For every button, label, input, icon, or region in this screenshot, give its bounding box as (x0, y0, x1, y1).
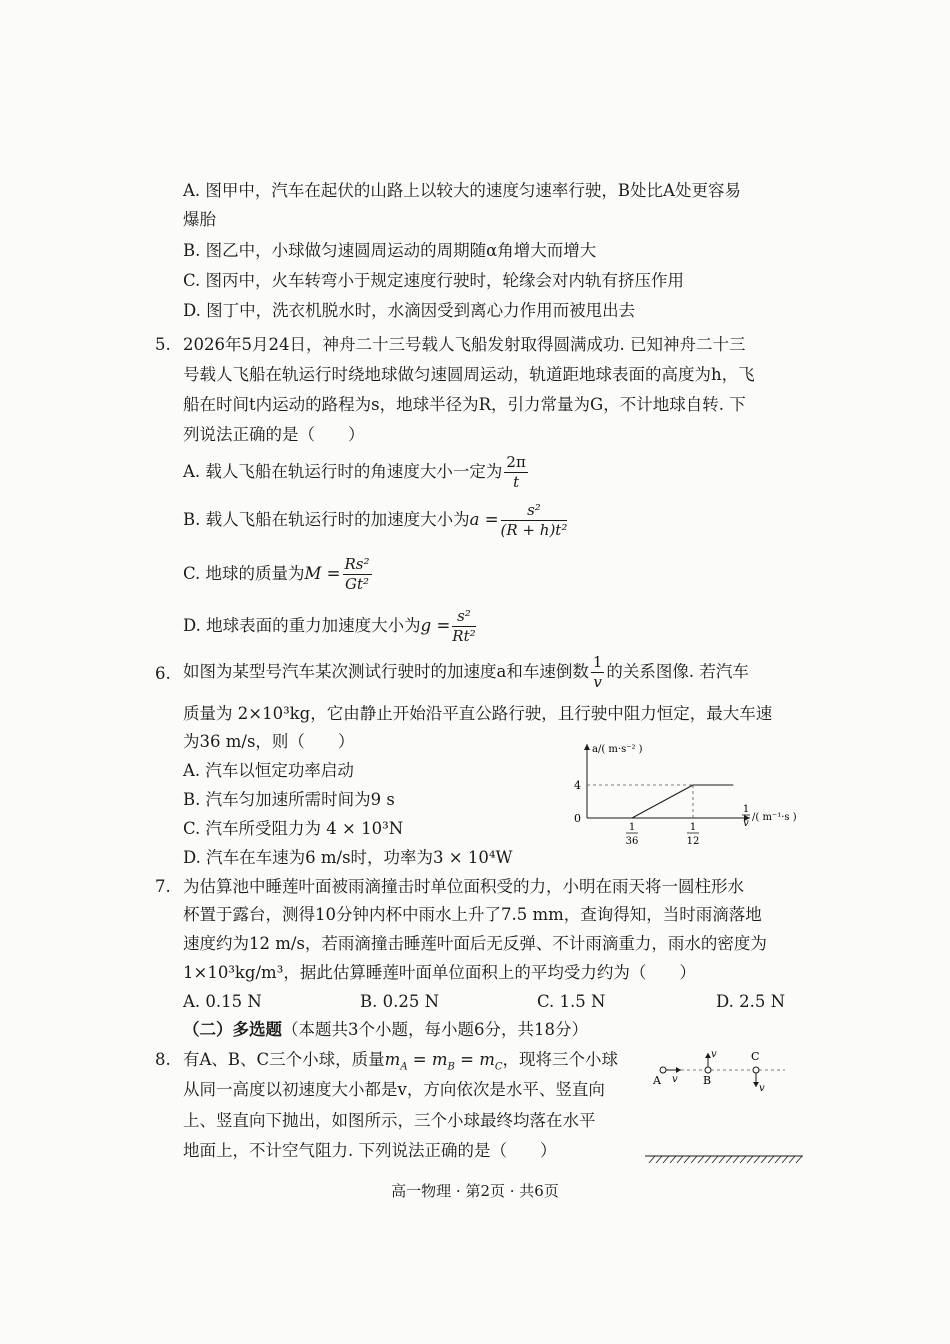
hatch-mark (775, 1156, 781, 1163)
hatch-mark (789, 1156, 795, 1163)
q6-number: 6. (155, 664, 171, 683)
ball-c-velocity-label: v (759, 1083, 765, 1094)
hatch-mark (719, 1156, 725, 1163)
q7-option-c[interactable]: C. 1.5 N (537, 992, 606, 1011)
q5-option-a-fraction (504, 455, 527, 490)
chart-series (587, 785, 733, 818)
hatch-mark (782, 1156, 788, 1163)
q5-option-a[interactable] (183, 452, 530, 492)
q6-stem-line3: 为36 m/s，则（ ） (183, 732, 355, 751)
hatch-mark (754, 1156, 760, 1163)
fraction-numerator: Rs² (344, 555, 370, 573)
q5-option-d[interactable] (183, 606, 478, 646)
q8-number: 8. (155, 1050, 171, 1069)
q5-option-c[interactable] (183, 554, 374, 594)
q5-option-d-lhs: g = (420, 616, 451, 635)
q4-option-c[interactable]: C. 图丙中，火车转弯小于规定速度行驶时，轮缘会对内轨有挤压作用 (183, 271, 685, 290)
q5-option-c-text: C. 地球的质量为 (183, 564, 305, 583)
y-tick-0: 0 (574, 812, 581, 825)
hatch-mark (747, 1156, 753, 1163)
series-segment-0 (632, 785, 693, 818)
q7-option-b[interactable]: B. 0.25 N (360, 992, 440, 1011)
hatch-mark (726, 1156, 732, 1163)
q6-stem-line1-end: 的关系图像. 若汽车 (606, 662, 749, 681)
q5-option-b[interactable] (183, 500, 569, 540)
svg-text:36: 36 (625, 836, 639, 847)
hatch-mark (670, 1156, 676, 1163)
q7-number: 7. (155, 877, 171, 896)
ball-a (660, 1067, 666, 1073)
q6-option-b[interactable]: B. 汽车匀加速所需时间为9 s (183, 790, 395, 809)
q7-option-d[interactable]: D. 2.5 N (716, 992, 786, 1011)
hatch-mark (684, 1156, 690, 1163)
y-axis-label: a/( m·s⁻² ) (592, 744, 643, 755)
fraction-denominator: Gt² (344, 575, 370, 593)
q6-option-a[interactable]: A. 汽车以恒定功率启动 (183, 761, 354, 780)
q5-stem-line3: 船在时间t内运动的路程为s，地球半径为R，引力常量为G，不计地球自转. 下 (183, 395, 746, 414)
q8-stem-line1-end: ，现将三个小球 (502, 1050, 619, 1069)
q5-option-b-text: B. 载人飞船在轨运行时的加速度大小为 (183, 510, 470, 529)
ball-b-label: B (703, 1074, 712, 1087)
y-tick-4: 4 (574, 779, 581, 792)
ball-b (705, 1067, 711, 1073)
ball-a-velocity-label: v (672, 1074, 678, 1085)
q6-option-c[interactable]: C. 汽车所受阻力为 4 × 10³N (183, 819, 404, 838)
svg-text:v: v (743, 818, 749, 829)
x-tick-1-36 (626, 822, 639, 847)
fraction-denominator: t (513, 473, 520, 491)
q7-stem-line4: 1×10³kg/m³，据此估算睡莲叶面单位面积上的平均受力约为（ ） (183, 963, 696, 982)
q4-option-b[interactable]: B. 图乙中，小球做匀速圆周运动的周期随α角增大而增大 (183, 241, 597, 260)
q8-stem-line2: 从同一高度以初速度大小都是v，方向依次是水平、竖直向 (183, 1080, 605, 1099)
hatch-mark (705, 1156, 711, 1163)
section-multiple-choice-heading (183, 1019, 588, 1041)
hatch-mark (698, 1156, 704, 1163)
q8-stem-line1-start: 有A、B、C三个小球，质量 (183, 1050, 385, 1069)
q5-option-d-text: D. 地球表面的重力加速度大小为 (183, 616, 421, 635)
ball-c (753, 1067, 759, 1073)
hatch-mark (656, 1156, 662, 1163)
section-description: （本题共3个小题，每小题6分，共18分） (282, 1020, 588, 1039)
q5-option-b-lhs: a = (469, 510, 499, 529)
q5-stem-line4: 列说法正确的是（ ） (183, 425, 365, 444)
q6-inverse-v-fraction (591, 655, 605, 690)
q5-stem-line1: 2026年5月24日，神舟二十三号载人飞船发射取得圆满成功. 已知神舟二十三 (183, 335, 746, 354)
ball-a-label: A (653, 1074, 661, 1087)
hatch-mark (691, 1156, 697, 1163)
x-axis-label (742, 804, 797, 829)
svg-text:1: 1 (628, 822, 636, 833)
q5-option-c-lhs: M = (304, 564, 341, 583)
q5-option-d-fraction (452, 609, 475, 644)
q5-stem-line2: 号载人飞船在轨运行时绕地球做匀速圆周运动，轨道距地球表面的高度为h，飞 (183, 365, 755, 384)
hatch-mark (768, 1156, 774, 1163)
x-tick-1-12 (687, 822, 700, 847)
fraction-denominator: (R + h)t² (500, 521, 568, 539)
fraction-denominator: Rt² (452, 627, 476, 645)
q5-option-a-text: A. 载人飞船在轨运行时的角速度大小一定为 (183, 462, 503, 481)
fraction-numerator: s² (452, 609, 475, 627)
svg-text:12: 12 (686, 836, 700, 847)
q8-stem-line1: 有A、B、C三个小球，质量$m_A = m_B = m_C$，现将三个小球 (183, 1050, 619, 1073)
svg-text:1: 1 (689, 822, 697, 833)
hatch-mark (712, 1156, 718, 1163)
q8-stem-line3: 上、竖直向下抛出，如图所示，三个小球最终均落在水平 (183, 1111, 596, 1130)
svg-text:1: 1 (742, 804, 750, 815)
q5-option-b-fraction (501, 503, 568, 538)
hatch-mark (663, 1156, 669, 1163)
hatch-mark (796, 1156, 802, 1163)
page-footer: 高一物理 · 第2页 · 共6页 (391, 1182, 559, 1200)
svg-text:/( m⁻¹·s ): /( m⁻¹·s ) (752, 812, 797, 823)
fraction-numerator: 2π (506, 453, 526, 471)
fraction-denominator: v (593, 673, 602, 691)
q6-stem-line1 (183, 652, 749, 692)
q5-option-c-fraction (343, 557, 372, 592)
q6-stem-line2: 质量为 2×10³kg，它由静止开始沿平直公路行驶，且行驶中阻力恒定，最大车速 (183, 704, 773, 723)
q7-option-a[interactable]: A. 0.15 N (183, 992, 262, 1011)
hatch-mark (733, 1156, 739, 1163)
fraction-numerator: 1 (592, 653, 603, 671)
q4-option-a-line1[interactable]: A. 图甲中，汽车在起伏的山路上以较大的速度匀速率行驶，B处比A处更容易 (183, 181, 741, 200)
q7-stem-line2: 杯置于露台，测得10分钟内杯中雨水上升了7.5 mm，查询得知，当时雨滴落地 (183, 905, 762, 924)
section-title: （二）多选题 (183, 1020, 282, 1039)
hatch-mark (677, 1156, 683, 1163)
ground-hatching (649, 1156, 802, 1163)
hatch-mark (740, 1156, 746, 1163)
q6-stem-line1-start: 如图为某型号汽车某次测试行驶时的加速度a和车速倒数 (183, 662, 589, 681)
hatch-mark (761, 1156, 767, 1163)
three-balls-diagram (645, 1045, 810, 1170)
q4-option-d[interactable]: D. 图丁中，洗衣机脱水时，水滴因受到离心力作用而被甩出去 (183, 301, 636, 320)
q5-number: 5. (155, 335, 171, 354)
q7-stem-line1: 为估算池中睡莲叶面被雨滴撞击时单位面积受的力，小明在雨天将一圆柱形水 (183, 877, 744, 896)
ball-b-velocity-label: v (711, 1049, 717, 1060)
q8-stem-line4: 地面上，不计空气阻力. 下列说法正确的是（ ） (183, 1141, 557, 1160)
q7-stem-line3: 速度约为12 m/s，若雨滴撞击睡莲叶面后无反弹、不计雨滴重力，雨水的密度为 (183, 934, 767, 953)
acceleration-vs-inverse-speed-chart (560, 738, 820, 856)
fraction-numerator: s² (501, 503, 568, 521)
ball-c-label: C (751, 1050, 760, 1063)
q4-option-a-line2[interactable]: 爆胎 (183, 210, 216, 229)
q6-option-d[interactable]: D. 汽车在车速为6 m/s时，功率为3 × 10⁴W (183, 848, 513, 867)
hatch-mark (649, 1156, 655, 1163)
